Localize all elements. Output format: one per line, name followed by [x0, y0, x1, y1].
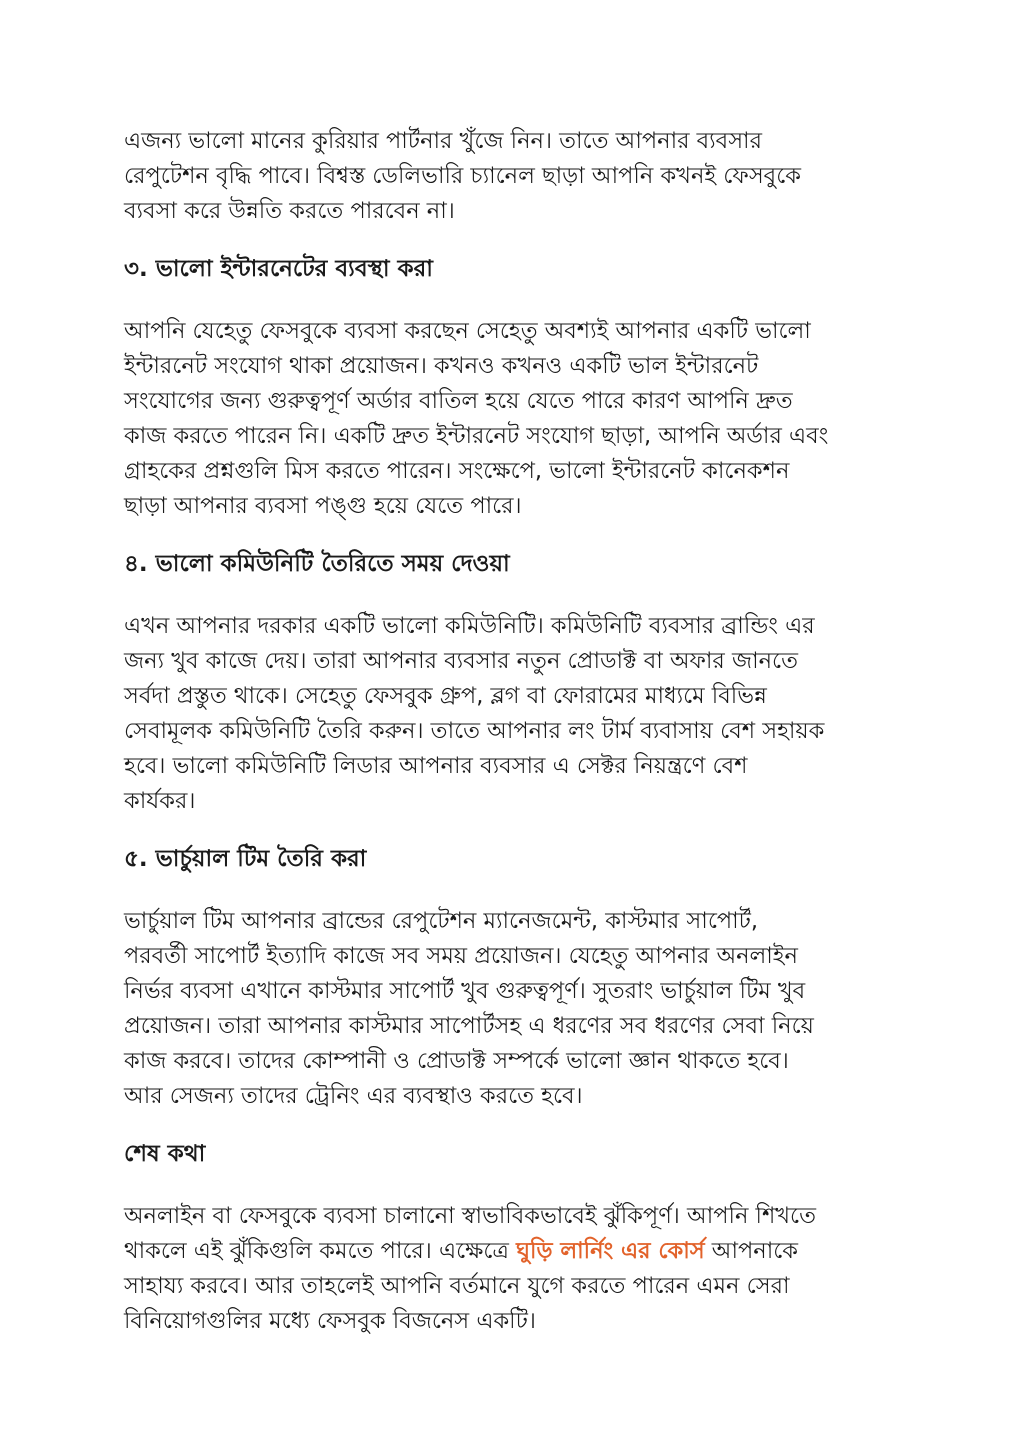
- text-line: হবে। ভালো কমিউনিটি লিডার আপনার ব্যবসার এ সেক্টর নিয়ন্ত্রণে বেশ: [124, 753, 748, 779]
- text-line: কার্যকর।: [124, 788, 196, 814]
- text-segment: আপনাকে: [704, 1238, 799, 1264]
- text-line: ভার্চুয়াল টিম আপনার ব্রান্ডের রেপুটেশন ম্যানেজমেন্ট, কাস্টমার সাপোর্ট,: [124, 908, 759, 934]
- section-heading-conclusion: শেষ কথা: [124, 1141, 206, 1167]
- text-line: আপনি যেহেতু ফেসবুকে ব্যবসা করছেন সেহেতু অবশ্যই আপনার একটি ভালো: [124, 318, 811, 344]
- text-line: অনলাইন বা ফেসবুকে ব্যবসা চালানো স্বাভাবিকভাবেই ঝুঁকিপূর্ণ। আপনি শিখতে: [124, 1203, 816, 1229]
- document-page: [124, 124, 904, 1362]
- intro-paragraph: [124, 124, 904, 229]
- text-line: ছাড়া আপনার ব্যবসা পঙ্গু হয়ে যেতে পারে।: [124, 493, 522, 519]
- text-line: ইন্টারনেট সংযোগ থাকা প্রয়োজন। কখনও কখনও একটি ভাল ইন্টারনেট: [124, 353, 759, 379]
- text-line: সর্বদা প্রস্তুত থাকে। সেহেতু ফেসবুক গ্রুপ, ব্লগ বা ফোরামের মাধ্যমে বিভিন্ন: [124, 683, 767, 709]
- text-line: ব্যবসা করে উন্নতি করতে পারবেন না।: [124, 198, 455, 224]
- text-line: পরবর্তী সাপোর্ট ইত্যাদি কাজে সব সময় প্রয়োজন। যেহেতু আপনার অনলাইন: [124, 943, 798, 969]
- text-line: বিনিয়োগগুলির মধ্যে ফেসবুক বিজনেস একটি।: [124, 1308, 536, 1334]
- text-line: রেপুটেশন বৃদ্ধি পাবে। বিশ্বস্ত ডেলিভারি চ্যানেল ছাড়া আপনি কখনই ফেসবুকে: [124, 163, 801, 189]
- section-heading-virtual-team: ৫. ভার্চুয়াল টিম তৈরি করা: [124, 846, 367, 872]
- text-line: নির্ভর ব্যবসা এখানে কাস্টমার সাপোর্ট খুব গুরুত্বপূর্ণ। সুতরাং ভার্চুয়াল টিম খুব: [124, 978, 806, 1004]
- text-line: এখন আপনার দরকার একটি ভালো কমিউনিটি। কমিউনিটি ব্যবসার ব্রান্ডিং এর: [124, 613, 815, 639]
- section-paragraph-internet: [124, 314, 904, 524]
- section-paragraph-community: [124, 609, 904, 819]
- text-segment: থাকলে এই ঝুঁকিগুলি কমতে পারে। এক্ষেত্রে: [124, 1238, 517, 1264]
- text-line: প্রয়োজন। তারা আপনার কাস্টমার সাপোর্টসহ এ ধরণের সব ধরণের সেবা নিয়ে: [124, 1013, 814, 1039]
- text-line: এজন্য ভালো মানের কুরিয়ার পার্টনার খুঁজে নিন। তাতে আপনার ব্যবসার: [124, 128, 762, 154]
- text-line: সাহায্য করবে। আর তাহলেই আপনি বর্তমানে যুগে করতে পারেন এমন সেরা: [124, 1273, 790, 1299]
- text-line-with-link: [124, 1234, 904, 1269]
- conclusion-paragraph: [124, 1199, 904, 1339]
- text-line: গ্রাহকের প্রশ্নগুলি মিস করতে পারেন। সংক্ষেপে, ভালো ইন্টারনেট কানেকশন: [124, 458, 790, 484]
- text-line: কাজ করবে। তাদের কোম্পানী ও প্রোডাক্ট সম্পর্কে ভালো জ্ঞান থাকতে হবে।: [124, 1048, 789, 1074]
- text-line: আর সেজন্য তাদের ট্রেনিং এর ব্যবস্থাও করতে হবে।: [124, 1083, 583, 1109]
- text-line: সেবামূলক কমিউনিটি তৈরি করুন। তাতে আপনার লং টার্ম ব্যবাসায় বেশ সহায়ক: [124, 718, 825, 744]
- text-line: সংযোগের জন্য গুরুত্বপূর্ণ অর্ডার বাতিল হয়ে যেতে পারে কারণ আপনি দ্রুত: [124, 388, 793, 414]
- section-heading-internet: ৩. ভালো ইন্টারনেটের ব্যবস্থা করা: [124, 256, 433, 282]
- course-link[interactable]: ঘুড়ি লার্নিং এর কোর্স: [516, 1238, 705, 1264]
- section-heading-community: ৪. ভালো কমিউনিটি তৈরিতে সময় দেওয়া: [124, 551, 510, 577]
- text-line: কাজ করতে পারেন নি। একটি দ্রুত ইন্টারনেট সংযোগ ছাড়া, আপনি অর্ডার এবং: [124, 423, 829, 449]
- text-line: জন্য খুব কাজে দেয়। তারা আপনার ব্যবসার নতুন প্রোডাক্ট বা অফার জানতে: [124, 648, 798, 674]
- section-paragraph-virtual-team: [124, 904, 904, 1114]
